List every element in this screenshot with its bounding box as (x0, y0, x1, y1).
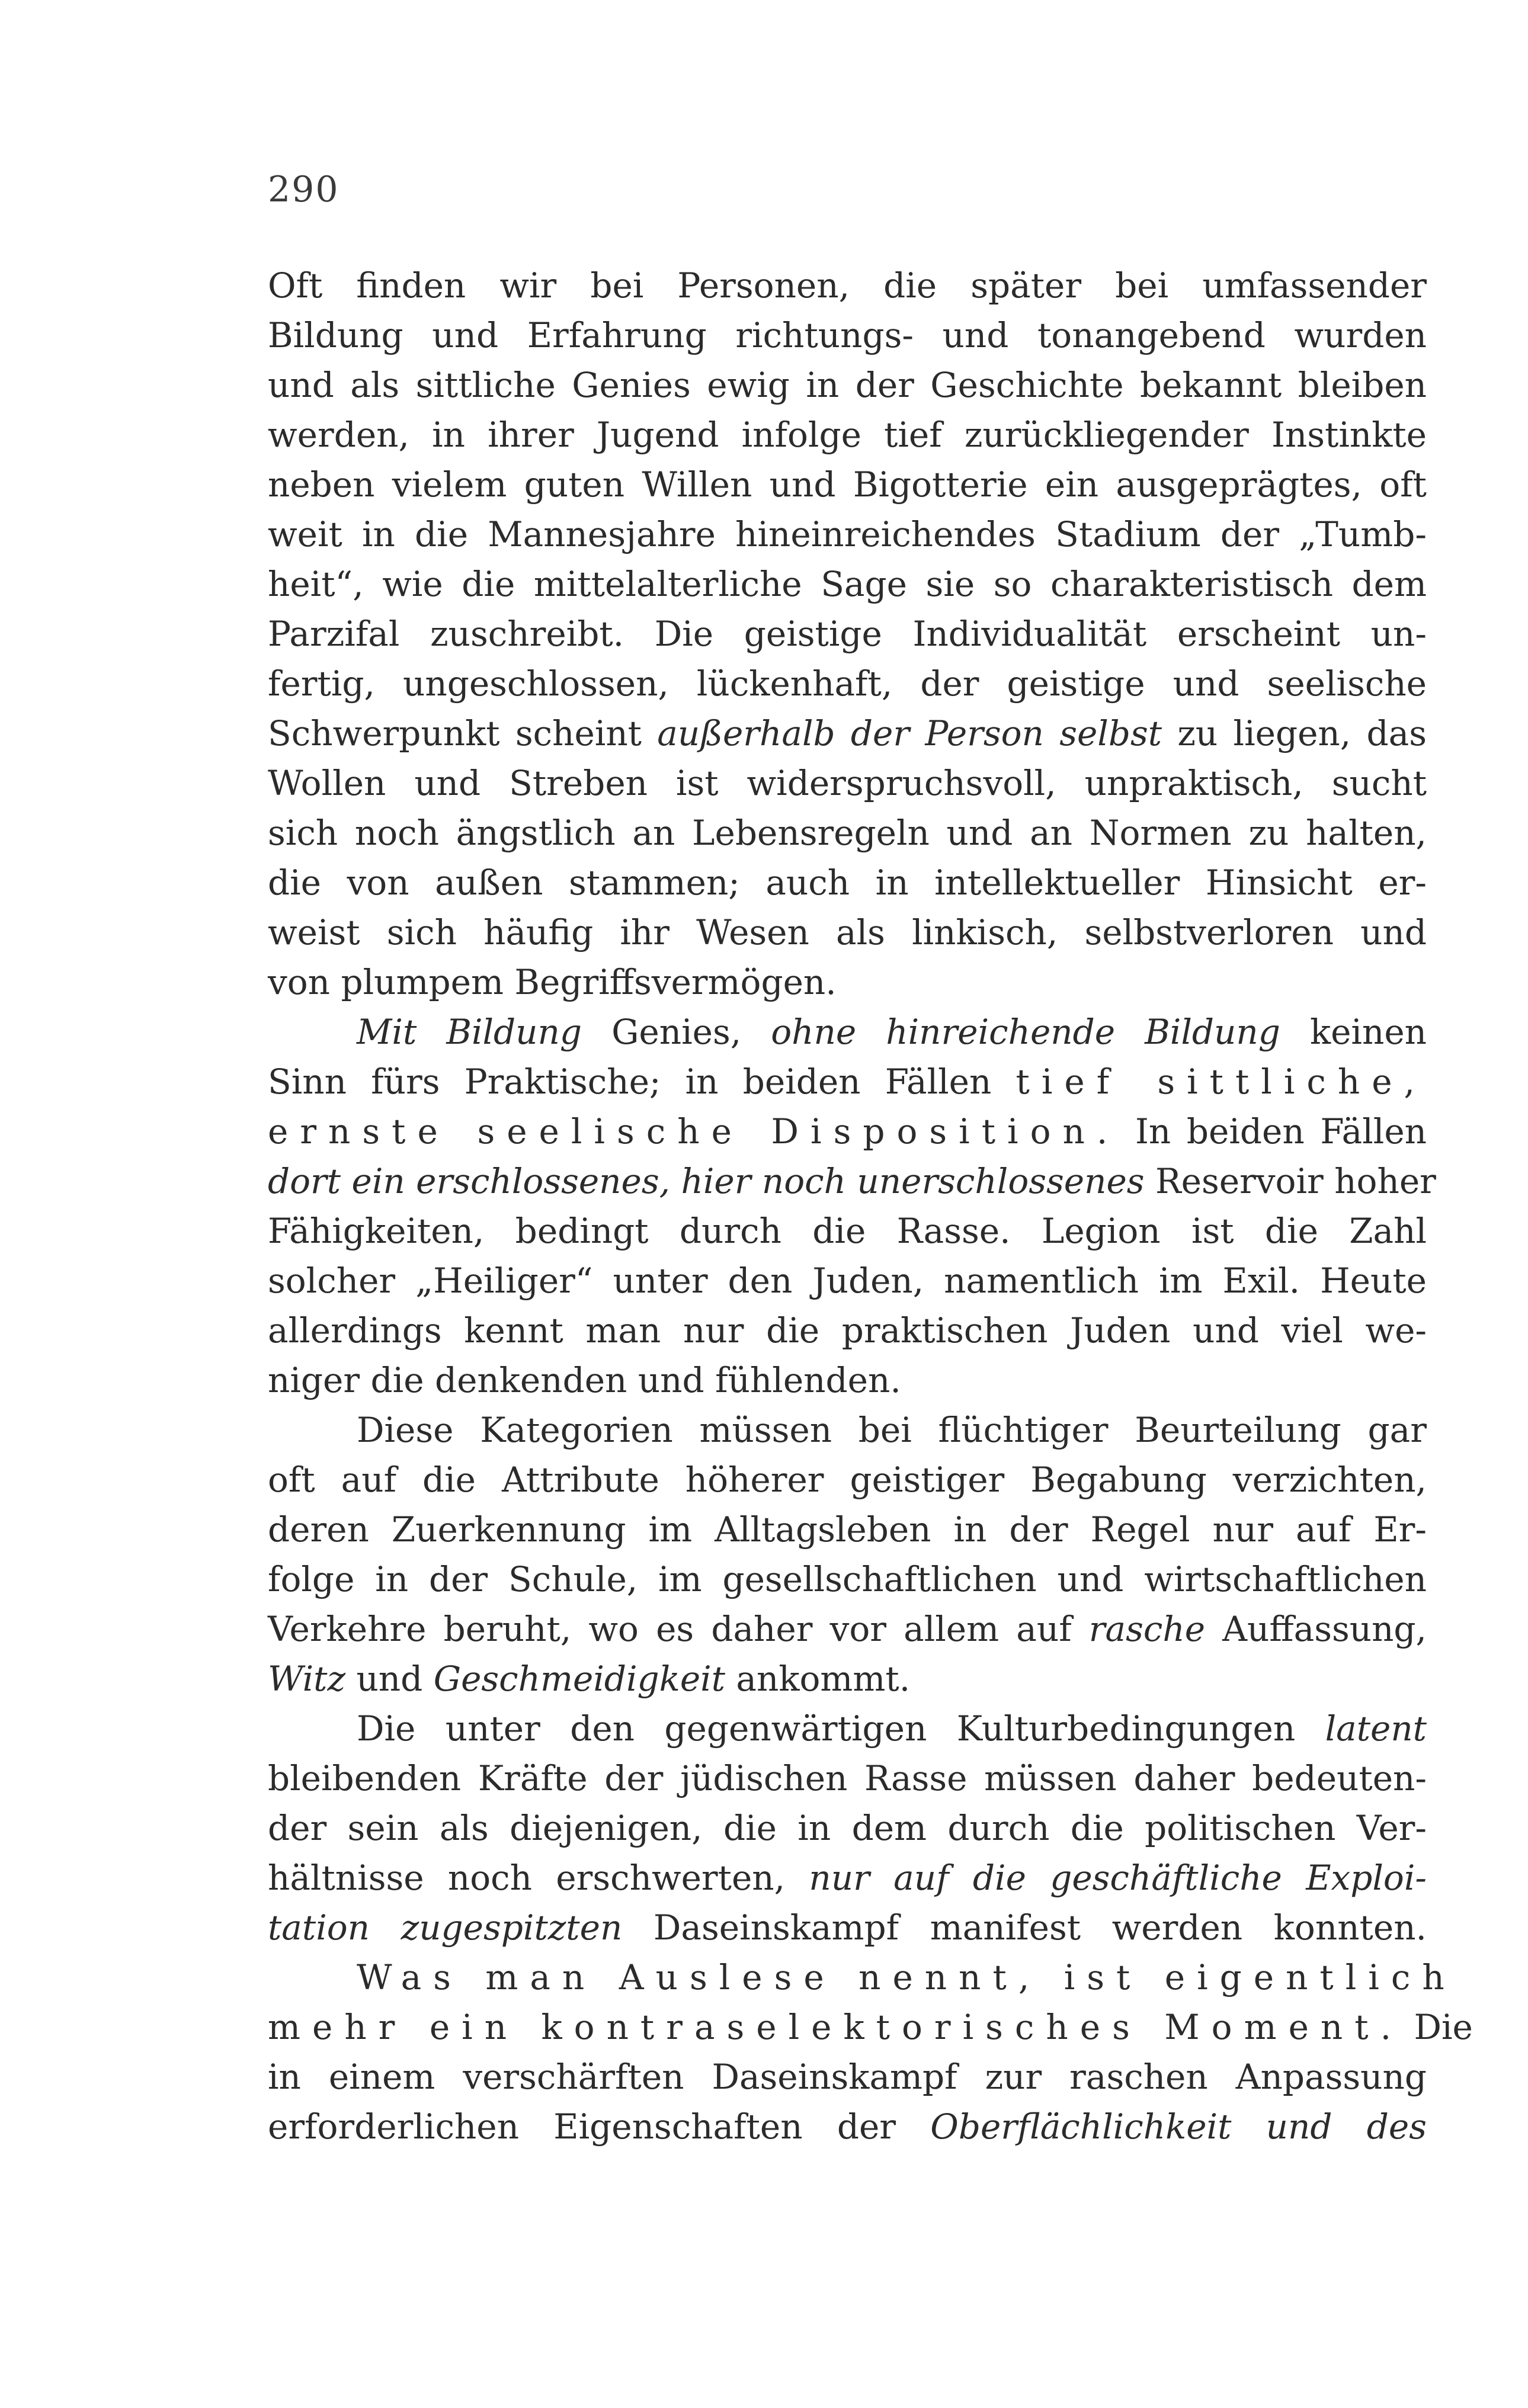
text-segment: Schwerpunkt scheint (268, 713, 658, 753)
text-segment: der sein als diejenigen, die in dem durch die politischen Ver- (268, 1808, 1427, 1848)
text-line (268, 609, 1427, 659)
text-line (268, 1206, 1427, 1256)
page-number: 290 (268, 169, 339, 210)
italic-text: nur auf die geschäftliche Exploi- (809, 1858, 1427, 1898)
text-segment: niger die denkenden und fühlenden. (268, 1360, 901, 1400)
text-line (268, 1057, 1427, 1107)
text-segment: deren Zuerkennung im Alltagsleben in der Regel nur auf Er- (268, 1509, 1427, 1550)
spaced-emphasis-text: tief sittliche, (1016, 1062, 1427, 1102)
text-line (268, 1704, 1427, 1753)
text-line (268, 957, 1427, 1007)
text-segment: allerdings kennt man nur die praktischen Juden und viel we- (268, 1310, 1427, 1351)
italic-text: dort ein erschlossenes, hier noch unerschlossenes (268, 1161, 1145, 1201)
text-line (268, 2052, 1427, 2102)
text-line (268, 1007, 1427, 1057)
italic-text: Witz (268, 1659, 346, 1699)
text-segment: und als sittliche Genies ewig in der Geschichte bekannt bleiben (268, 365, 1427, 405)
text-segment: Diese Kategorien müssen bei flüchtiger Beurteilung gar (357, 1410, 1427, 1450)
text-line (268, 1405, 1427, 1455)
text-line (268, 1156, 1436, 1206)
text-segment: Auffassung, (1205, 1609, 1427, 1649)
text-line (268, 310, 1427, 360)
text-line (268, 261, 1427, 310)
text-line (268, 1355, 1427, 1405)
text-segment: solcher „Heiliger“ unter den Juden, namentlich im Exil. Heute (268, 1261, 1427, 1301)
text-segment: Die unter den gegenwärtigen Kulturbedingungen (357, 1708, 1325, 1749)
italic-text: außerhalb der Person selbst (657, 713, 1162, 753)
text-segment: Verkehre beruht, wo es daher vor allem auf (268, 1609, 1089, 1649)
italic-text: rasche (1088, 1609, 1206, 1649)
text-line (268, 1604, 1427, 1654)
spaced-emphasis-text: mehr ein kontraselektorisches Moment. (268, 2007, 1404, 2047)
text-segment: In beiden Fällen (1119, 1111, 1427, 1152)
text-segment: hältnisse noch erschwerten, (268, 1858, 809, 1898)
text-segment: erforderlichen Eigenschaften der (268, 2106, 931, 2147)
text-line (268, 659, 1427, 708)
text-line (268, 758, 1427, 808)
text-line (268, 1256, 1427, 1306)
text-segment: fertig, ungeschlossen, lückenhaft, der geistige und seelische (268, 663, 1427, 704)
text-line (268, 559, 1427, 609)
text-segment: Die (1403, 2007, 1473, 2047)
text-line (268, 2102, 1427, 2152)
text-line (268, 858, 1427, 908)
text-segment: werden, in ihrer Jugend infolge tief zurückliegender Instinkte (268, 415, 1427, 455)
text-line (268, 808, 1427, 858)
text-segment: Reservoir hoher (1144, 1161, 1436, 1201)
italic-text: Mit Bildung (357, 1012, 582, 1052)
text-line (268, 1654, 1427, 1704)
text-line (268, 1952, 1456, 2002)
text-segment: Genies, (582, 1012, 771, 1052)
text-segment: sich noch ängstlich an Lebensregeln und an Normen zu halten, (268, 813, 1427, 853)
italic-text: latent (1325, 1708, 1427, 1749)
text-line (268, 410, 1427, 460)
text-segment: und (345, 1659, 434, 1699)
text-line (268, 1803, 1427, 1853)
text-segment: bleibenden Kräfte der jüdischen Rasse müssen daher bedeuten- (268, 1758, 1427, 1798)
text-segment: Fähigkeiten, bedingt durch die Rasse. Legion ist die Zahl (268, 1211, 1427, 1251)
text-line (268, 460, 1427, 509)
text-segment: die von außen stammen; auch in intellektueller Hinsicht er- (268, 862, 1427, 903)
italic-text: Oberflächlichkeit und des (930, 2106, 1427, 2147)
text-line (268, 509, 1427, 559)
text-segment: Parzifal zuschreibt. Die geistige Individualität erscheint un- (268, 614, 1427, 654)
text-line (268, 1903, 1427, 1952)
text-segment: heit“, wie die mittelalterliche Sage sie so charakteristisch dem (268, 564, 1427, 604)
text-line (268, 908, 1427, 957)
italic-text: ohne hinreichende Bildung (771, 1012, 1280, 1052)
text-segment: von plumpem Begriffsvermögen. (268, 962, 837, 1002)
text-line (268, 1753, 1427, 1803)
text-segment: Daseinskampf manifest werden konnten. (622, 1907, 1427, 1948)
text-segment: weit in die Mannesjahre hineinreichendes Stadium der „Tumb- (268, 514, 1427, 554)
italic-text: Geschmeidigkeit (433, 1659, 725, 1699)
text-segment: Wollen und Streben ist widerspruchsvoll, unpraktisch, sucht (268, 763, 1427, 803)
text-segment: oft auf die Attribute höherer geistiger Begabung verzichten, (268, 1460, 1427, 1500)
text-segment: in einem verschärften Daseinskampf zur raschen Anpassung (268, 2057, 1427, 2097)
text-line (268, 360, 1427, 410)
text-segment: Oft finden wir bei Personen, die später bei umfassender (268, 265, 1427, 306)
text-line (268, 1306, 1427, 1355)
text-segment: Bildung und Erfahrung richtungs- und tonangebend wurden (268, 315, 1427, 355)
text-line (268, 2002, 1473, 2052)
text-segment: ankommt. (725, 1659, 911, 1699)
text-line (268, 1853, 1427, 1903)
text-segment: Sinn fürs Praktische; in beiden Fällen (268, 1062, 1016, 1102)
text-segment: neben vielem guten Willen und Bigotterie ein ausgeprägtes, oft (268, 464, 1427, 505)
text-line (268, 708, 1427, 758)
spaced-emphasis-text: Was man Auslese nennt, ist eigentlich (357, 1957, 1456, 1997)
text-segment: folge in der Schule, im gesellschaftlichen und wirtschaftlichen (268, 1559, 1427, 1599)
text-line (268, 1554, 1427, 1604)
text-line (268, 1107, 1427, 1156)
spaced-emphasis-text: ernste seelische Disposition. (268, 1111, 1120, 1152)
text-segment: zu liegen, das (1162, 713, 1427, 753)
text-segment: keinen (1280, 1012, 1427, 1052)
text-line (268, 1505, 1427, 1554)
text-line (268, 1455, 1427, 1505)
text-segment: weist sich häufig ihr Wesen als linkisch, selbstverloren und (268, 912, 1427, 953)
italic-text: tation zugespitzten (268, 1907, 623, 1948)
